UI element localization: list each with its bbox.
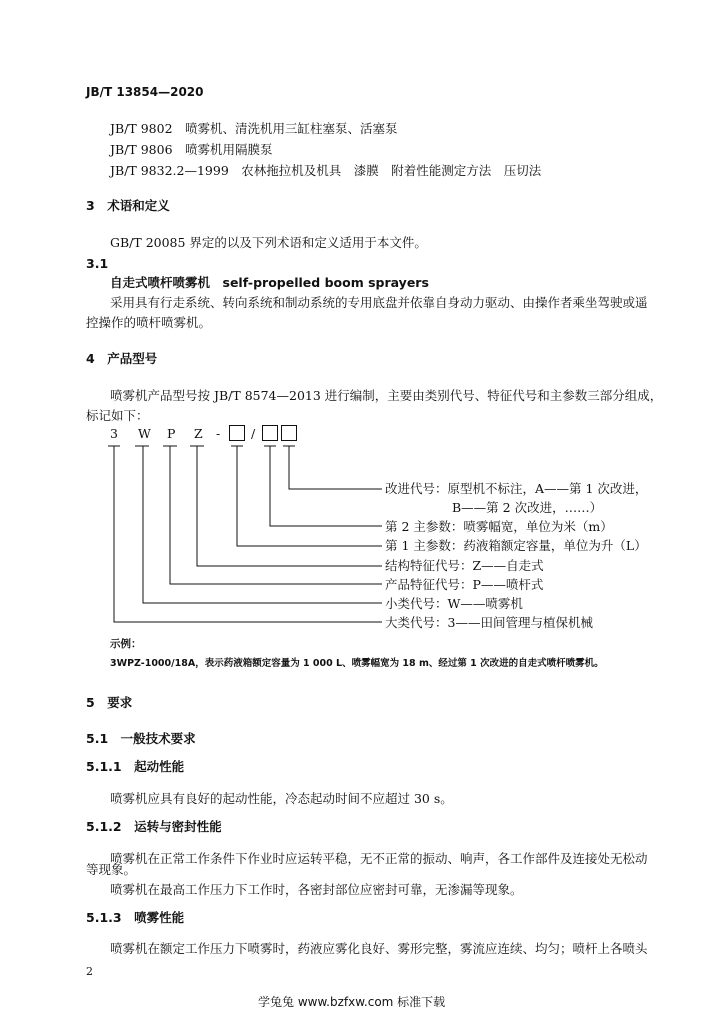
leader-improvement bbox=[289, 446, 382, 489]
paragraph: 等现象。 bbox=[86, 862, 137, 877]
paragraph: 喷雾机在最高工作压力下工作时，各密封部位应密封可靠，无渗漏等现象。 bbox=[110, 882, 523, 897]
code-label: 大类代号：3——田间管理与植保机械 bbox=[385, 615, 593, 630]
code-label: 小类代号：W——喷雾机 bbox=[385, 596, 523, 611]
paragraph: 喷雾机在正常工作条件下作业时应运转平稳，无不正常的振动、响声，各工作部件及连接处无松动 bbox=[110, 851, 648, 866]
leader-subclass bbox=[143, 446, 382, 603]
paragraph: 标记如下： bbox=[86, 408, 149, 423]
term-definition-line: 采用具有行走系统、转向系统和制动系统的专用底盘并依靠自身动力驱动、由操作者乘坐驾驶或遥 bbox=[110, 295, 648, 310]
leader-param1 bbox=[237, 446, 382, 546]
code-box-2 bbox=[263, 426, 278, 441]
code-label: 改进代号：原型机不标注，A——第 1 次改进， bbox=[385, 481, 648, 496]
subsection-heading: 5.1.2 运转与密封性能 bbox=[86, 819, 222, 834]
standard-number-header: JB/T 13854—2020 bbox=[86, 85, 204, 99]
reference-item: JB/T 9802 喷雾机、清洗机用三缸柱塞泵、活塞泵 bbox=[110, 121, 398, 136]
section-heading-5: 5 要求 bbox=[86, 695, 133, 710]
example-text: 3WPZ-1000/18A，表示药液箱额定容量为 1 000 L、喷雾幅宽为 18 m、经过第 1 次改进的自走式喷杆喷雾机。 bbox=[110, 658, 604, 669]
paragraph: 喷雾机在额定工作压力下喷雾时，药液应雾化良好、雾形完整，雾流应连续、均匀；喷杆上各喷头 bbox=[110, 941, 648, 956]
code-label: 第 2 主参数：喷雾幅宽，单位为米（m） bbox=[385, 519, 613, 534]
code-char-w: W bbox=[138, 426, 151, 441]
subsection-heading: 5.1 一般技术要求 bbox=[86, 731, 196, 746]
leader-class bbox=[114, 446, 382, 622]
term-number: 3.1 bbox=[86, 256, 109, 271]
page-number: 2 bbox=[86, 965, 93, 978]
code-box-1 bbox=[230, 426, 245, 441]
paragraph: GB/T 20085 界定的以及下列术语和定义适用于本文件。 bbox=[110, 235, 427, 250]
code-char-3: 3 bbox=[110, 426, 118, 441]
code-label: 产品特征代号：P——喷杆式 bbox=[385, 577, 544, 592]
watermark-text: 学兔兔 www.bzfxw.com 标准下载 bbox=[258, 995, 446, 1009]
code-char-p: P bbox=[167, 426, 176, 441]
code-char-z: Z bbox=[194, 426, 203, 441]
term-definition-line: 控操作的喷杆喷雾机。 bbox=[86, 315, 212, 330]
code-slash: / bbox=[251, 426, 256, 441]
subsection-heading: 5.1.1 起动性能 bbox=[86, 759, 185, 774]
leader-product bbox=[170, 446, 382, 584]
leader-param2 bbox=[270, 446, 382, 526]
section-heading-3: 3 术语和定义 bbox=[86, 198, 170, 213]
subsection-heading: 5.1.3 喷雾性能 bbox=[86, 910, 185, 925]
paragraph: 喷雾机应具有良好的起动性能，冷态起动时间不应超过 30 s。 bbox=[110, 791, 453, 806]
reference-item: JB/T 9806 喷雾机用隔膜泵 bbox=[110, 142, 273, 157]
reference-item: JB/T 9832.2—1999 农林拖拉机及机具 漆膜 附着性能测定方法 压切法 bbox=[110, 163, 542, 178]
term-title: 自走式喷杆喷雾机 self-propelled boom sprayers bbox=[110, 275, 429, 290]
section-heading-4: 4 产品型号 bbox=[86, 351, 158, 366]
paragraph: 喷雾机产品型号按 JB/T 8574—2013 进行编制，主要由类别代号、特征代号和主参数三部分组成， bbox=[110, 388, 663, 403]
example-label: 示例： bbox=[110, 638, 142, 650]
code-dash: - bbox=[216, 426, 221, 441]
code-label: 第 1 主参数：药液箱额定容量，单位为升（L） bbox=[385, 538, 647, 553]
code-label: 结构特征代号：Z——自走式 bbox=[385, 558, 544, 573]
code-label: B——第 2 次改进，……） bbox=[452, 500, 603, 515]
code-box-3 bbox=[282, 426, 297, 441]
